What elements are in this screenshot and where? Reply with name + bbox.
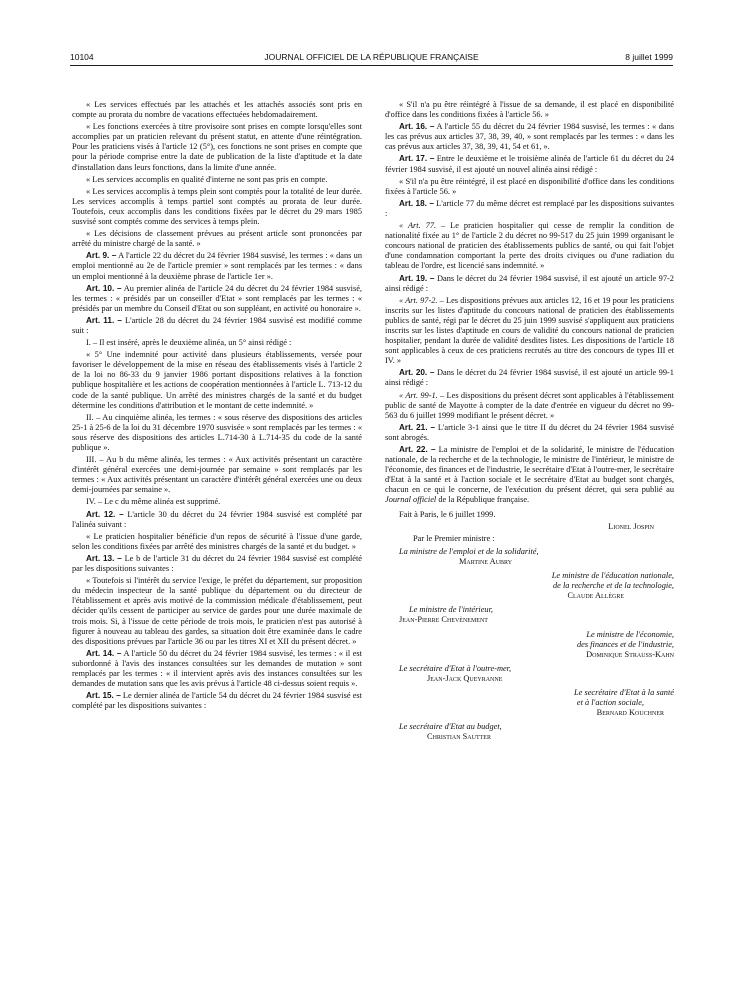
quote: « S'il n'a pu être réintégré à l'issue de sa demande, il est placé en disponibilité d'office dans les conditions fixées à l'article 56. » (385, 100, 674, 120)
article-label: Art. 16. – (399, 122, 435, 132)
quoted-article-label: « Art. 97-2. – (399, 295, 444, 305)
quoted-article-label: « Art. 77. – (399, 221, 446, 231)
signature-block (385, 688, 674, 718)
date-line: Fait à Paris, le 6 juillet 1999. (399, 509, 496, 519)
signatory-title: La ministre de l'emploi et de la solidarité, (399, 546, 539, 556)
signature-block (385, 722, 674, 742)
article-14 (72, 649, 362, 689)
signatory-name: Dominique Strauss-Kahn (586, 649, 674, 659)
article-text: L'article 28 du décret du 24 février 1984 susvisé est modifié comme suit : (72, 315, 362, 335)
paragraph: I. – Il est inséré, après le deuxième alinéa, un 5° ainsi rédigé : (86, 338, 292, 348)
signatory-name: Claude Allègre (567, 591, 624, 601)
article-16 (385, 122, 674, 152)
quoted-article-label: « Art. 99-1. – (399, 390, 445, 400)
quote: « Toutefois si l'intérêt du service l'exige, le préfet du département, sur proposition du médecin inspecteur de la santé publique du département ou du directeur de l'établissement et après avis motivé de la commission médicale d'établissement, peut décider qu'ils cessent de participer au service de gardes pour une durée maximale de trois mois. Si, à l'issue de cette période de trois mois, le praticien n'est pas autorisé à figurer à nouveau au tableau des gardes, sa situation doit être examinée dans le cadre des dispositions prévues par l'article 36 ou par les titres XI et XII du présent décret. » (72, 576, 362, 646)
quote: « 5° Une indemnité pour activité dans plusieurs établissements, versée pour favoriser le développement de la mise en réseau des établissements visés à l'article 2 de la loi no 86-33 du 9 janvier 1986 portant dispositions relatives à la fonction publique hospitalière et les actions de coopération mentionnées à l'article L. 713-12 du code de la santé publique. Un arrêté des ministres chargés de la santé et du budget détermine les conditions d'attribution et le montant de cette indemnité. » (72, 350, 362, 410)
quote (385, 391, 674, 421)
article-text: L'article 77 du même décret est remplacé par les dispositions suivantes : (385, 198, 674, 218)
issue-date: 8 juillet 1999 (625, 52, 673, 62)
article-text: de la République française. (438, 495, 530, 505)
article-label: Art. 11. – (86, 315, 122, 325)
journal-title: JOURNAL OFFICIEL DE LA RÉPUBLIQUE FRANÇAISE (264, 52, 479, 62)
signatory-title: Le secrétaire d'Etat au budget, (399, 722, 502, 732)
right-column (385, 100, 674, 960)
article-21 (385, 423, 674, 443)
quote: « Le praticien hospitalier bénéficie d'un repos de sécurité à l'issue d'une garde, selon les conditions fixées par arrêté des ministres chargés de la santé et du budget. » (72, 531, 362, 551)
article-label: Art. 15. – (86, 691, 121, 701)
signatory-name: Christian Sautter (427, 732, 491, 742)
article-label: Art. 22. – (399, 445, 436, 454)
article-9 (72, 251, 362, 281)
signature-block (385, 664, 674, 684)
signatory-title: Le ministre de l'intérieur, (409, 605, 493, 615)
paragraph: « Les décisions de classement prévues au présent article sont prononcées par arrêté du ministre chargé de la santé. » (72, 229, 362, 249)
page-header (70, 52, 673, 66)
signatory-title: Le secrétaire d'Etat à la santé (574, 687, 674, 697)
article-15 (72, 691, 362, 711)
signatory-name: Martine Aubry (459, 556, 513, 566)
article-text: Entre le deuxième et le troisième alinéa de l'article 61 du décret du 24 février 1984 susvisé, il est ajouté un nouvel alinéa ainsi rédigé : (385, 154, 674, 174)
article-text: Le dernier alinéa de l'article 54 du décret du 24 février 1984 susvisé est complété par les dispositions suivantes : (72, 691, 362, 711)
article-text: La ministre de l'emploi et de la solidarité, le ministre de l'éducation nationale, de la recherche et de la technologie, le ministre de l'intérieur, le ministre de l'économie, des finances et de l'industrie, le secrétaire d'Etat à l'outre-mer, le secrétaire d'Etat à la santé et à l'action sociale et le secrétaire d'Etat au budget sont chargés, chacun en ce qui le concerne, de l'exécution du présent décret, qui sera publié au (385, 445, 674, 495)
article-text: A l'article 22 du décret du 24 février 1984 susvisé, les termes : « dans un emploi mentionné au 2e de l'article premier » sont remplacés par les termes : « dans un emploi mentionné à la deuxième phrase de l'article 1er ». (72, 251, 362, 281)
paragraph: « Les services effectués par les attachés et les attachés associés sont pris en compte au prorata du nombre de vacations effectuées hebdomadairement. (72, 100, 362, 120)
paragraph: III. – Au b du même alinéa, les termes : « Aux activités présentant un caractère d'intérêt général exercées une demi-journée par semaine » sont remplacés par les termes : « Aux activités présentant un caractère d'intérêt général exercées une ou deux demi-journées par semaine ». (72, 455, 362, 495)
article-text: Dans le décret du 24 février 1984 susvisé, il est ajouté un article 99-1 ainsi rédigé : (385, 368, 674, 388)
signatory-name: Jean-Pierre Chevènement (399, 615, 488, 625)
signatory-title: Le ministre de l'économie, (586, 629, 674, 639)
paragraph: « Les services accomplis à temps plein sont comptés pour la totalité de leur durée. Les services accomplis à temps partiel sont comptés au prorata de leur durée. Toutefois, ceux accomplis dans les conditions fixées par le décret du 29 mars 1985 susvisé sont comptés comme des services à temps plein. (72, 186, 362, 227)
par-text: Par le Premier ministre : (413, 533, 495, 543)
header-rule (70, 65, 673, 66)
article-text: A l'article 55 du décret du 24 février 1984 susvisé, les termes : « dans les cas prévus aux articles 37, 38, 39, 40, » sont remplacés par les termes : « dans les cas prévus aux articles 37, 38, 39, 41, 54 et 61, ». (385, 122, 674, 152)
signatory-title: Le ministre de l'éducation nationale, (551, 571, 674, 581)
article-10 (72, 284, 362, 314)
article-label: Art. 21. – (399, 422, 436, 432)
article-label: Art. 10. – (86, 283, 122, 293)
article-text: Au premier alinéa de l'article 24 du décret du 24 février 1984 susvisé, les termes : « présidés par un conseiller d'Etat » sont remplacés par les termes : « présidés par un membre du Conseil d'Etat ou son suppléant, en activité ou honoraire ». (72, 283, 362, 313)
article-label: Art. 18. – (399, 198, 434, 208)
signature-block (385, 547, 674, 567)
article-17 (385, 154, 674, 174)
signature-block (385, 571, 674, 601)
article-label: Art. 14. – (86, 648, 122, 658)
article-text: L'article 30 du décret du 24 février 1984 susvisé est complété par l'alinéa suivant : (72, 509, 362, 529)
quote-text: Les dispositions prévues aux articles 12, 16 et 19 pour les praticiens inscrits sur les listes d'aptitude du concours national de praticien des établissements publics de santé, régi par le décret du 25 juin 1999 susvisé s'appliquent aux praticiens inscrits sur les listes d'aptitude en cours de validité du concours national de praticien hospitalier, pendant la durée de validité desdites listes. Les dispositions de l'article 18 sont applicables à ceux de ces praticiens recrutés au titre des concours de types III et IV. » (385, 295, 674, 366)
article-text: A l'article 50 du décret du 24 février 1984 susvisé, les termes : « il est subordonné à l'avis des instances consultées sur les demandes de mutation » sont remplacés par les termes : « il intervient après avis des instances consultées sur les demandes de mutation sans que les avis prévus à l'article 48 ci-dessus soient requis ». (72, 648, 362, 689)
page-number: 10104 (70, 52, 94, 62)
paragraph: « Les services accomplis en qualité d'interne ne sont pas pris en compte. (86, 174, 328, 184)
paragraph: II. – Au cinquième alinéa, les termes : « sous réserve des dispositions des articles 25-1 à 25-6 de la loi du 31 décembre 1970 susvisée » sont remplacés par les termes : « sous réserve des dispositions des articles L.714-30 à L.714-35 du code de la santé publique ». (72, 412, 362, 452)
signatory-title: de la recherche et de la technologie, (552, 581, 674, 591)
article-text: Dans le décret du 24 février 1984 susvisé, il est ajouté un article 97-2 ainsi rédigé : (385, 273, 674, 293)
signatory-title: Le secrétaire d'Etat à l'outre-mer, (399, 663, 512, 673)
article-label: Art. 19. – (399, 273, 435, 283)
signatory-name: Bernard Kouchner (596, 708, 664, 718)
article-11 (72, 316, 362, 336)
signature-block (385, 630, 674, 660)
left-column (72, 100, 362, 960)
article-19 (385, 274, 674, 294)
article-label: Art. 13. – (86, 553, 122, 563)
quote (385, 296, 674, 367)
signature-block (385, 605, 674, 625)
article-label: Art. 20. – (399, 368, 435, 378)
signatory-name: Lionel Jospin (608, 521, 654, 531)
quote-text: Le praticien hospitalier qui cesse de remplir la condition de nationalité fixée au 1° de l'article 2 du décret no 99-517 du 25 juin 1999 organisant le concours national de praticien des établissements publics de santé, ou qui fait l'objet d'une condamnation comportant la perte des droits civiques ou d'une radiation du tableau de l'ordre, est licencié sans indemnité. » (385, 221, 674, 271)
journal-ref: Journal officiel (385, 495, 437, 505)
article-22 (385, 445, 674, 506)
quote: « S'il n'a pu être réintégré, il est placé en disponibilité d'office dans les conditions fixées à l'article 56. » (385, 176, 674, 196)
par-line (385, 534, 674, 544)
article-13 (72, 554, 362, 574)
signatory-name: Jean-Jack Queyranne (427, 673, 503, 683)
article-20 (385, 368, 674, 388)
signatory-title: des finances et de l'industrie, (576, 639, 674, 649)
quote (385, 221, 674, 271)
signatory-title: et à l'action sociale, (576, 698, 644, 708)
paragraph: IV. – Le c du même alinéa est supprimé. (86, 497, 221, 507)
article-text: L'article 3-1 ainsi que le titre II du décret du 24 février 1984 susvisé sont abrogés. (385, 422, 674, 442)
article-label: Art. 9. – (86, 251, 117, 261)
article-12 (72, 510, 362, 530)
paragraph: « Les fonctions exercées à titre provisoire sont prises en compte lorsqu'elles sont accomplies par un praticien relevant du présent statut, en attente d'une réintégration. Pour les praticiens visés à l'article 12 (5°), ces fonctions ne sont prises en compte que pour la période comprise entre la date de publication de la liste d'aptitude et la date d'installation dans leurs fonctions, dans la limite d'une année. (72, 122, 362, 172)
prime-minister (385, 522, 674, 532)
article-18 (385, 199, 674, 219)
quote-text: Les dispositions du présent décret sont applicables à l'établissement public de santé de Mayotte à compter de la date d'entrée en vigueur du décret no 99-563 du 6 juillet 1999 modifiant le présent décret. » (385, 390, 674, 420)
article-label: Art. 17. – (399, 154, 435, 164)
article-label: Art. 12. – (86, 509, 124, 519)
article-text: Le b de l'article 31 du décret du 24 février 1984 susvisé est complété par les dispositions suivantes : (72, 553, 362, 574)
